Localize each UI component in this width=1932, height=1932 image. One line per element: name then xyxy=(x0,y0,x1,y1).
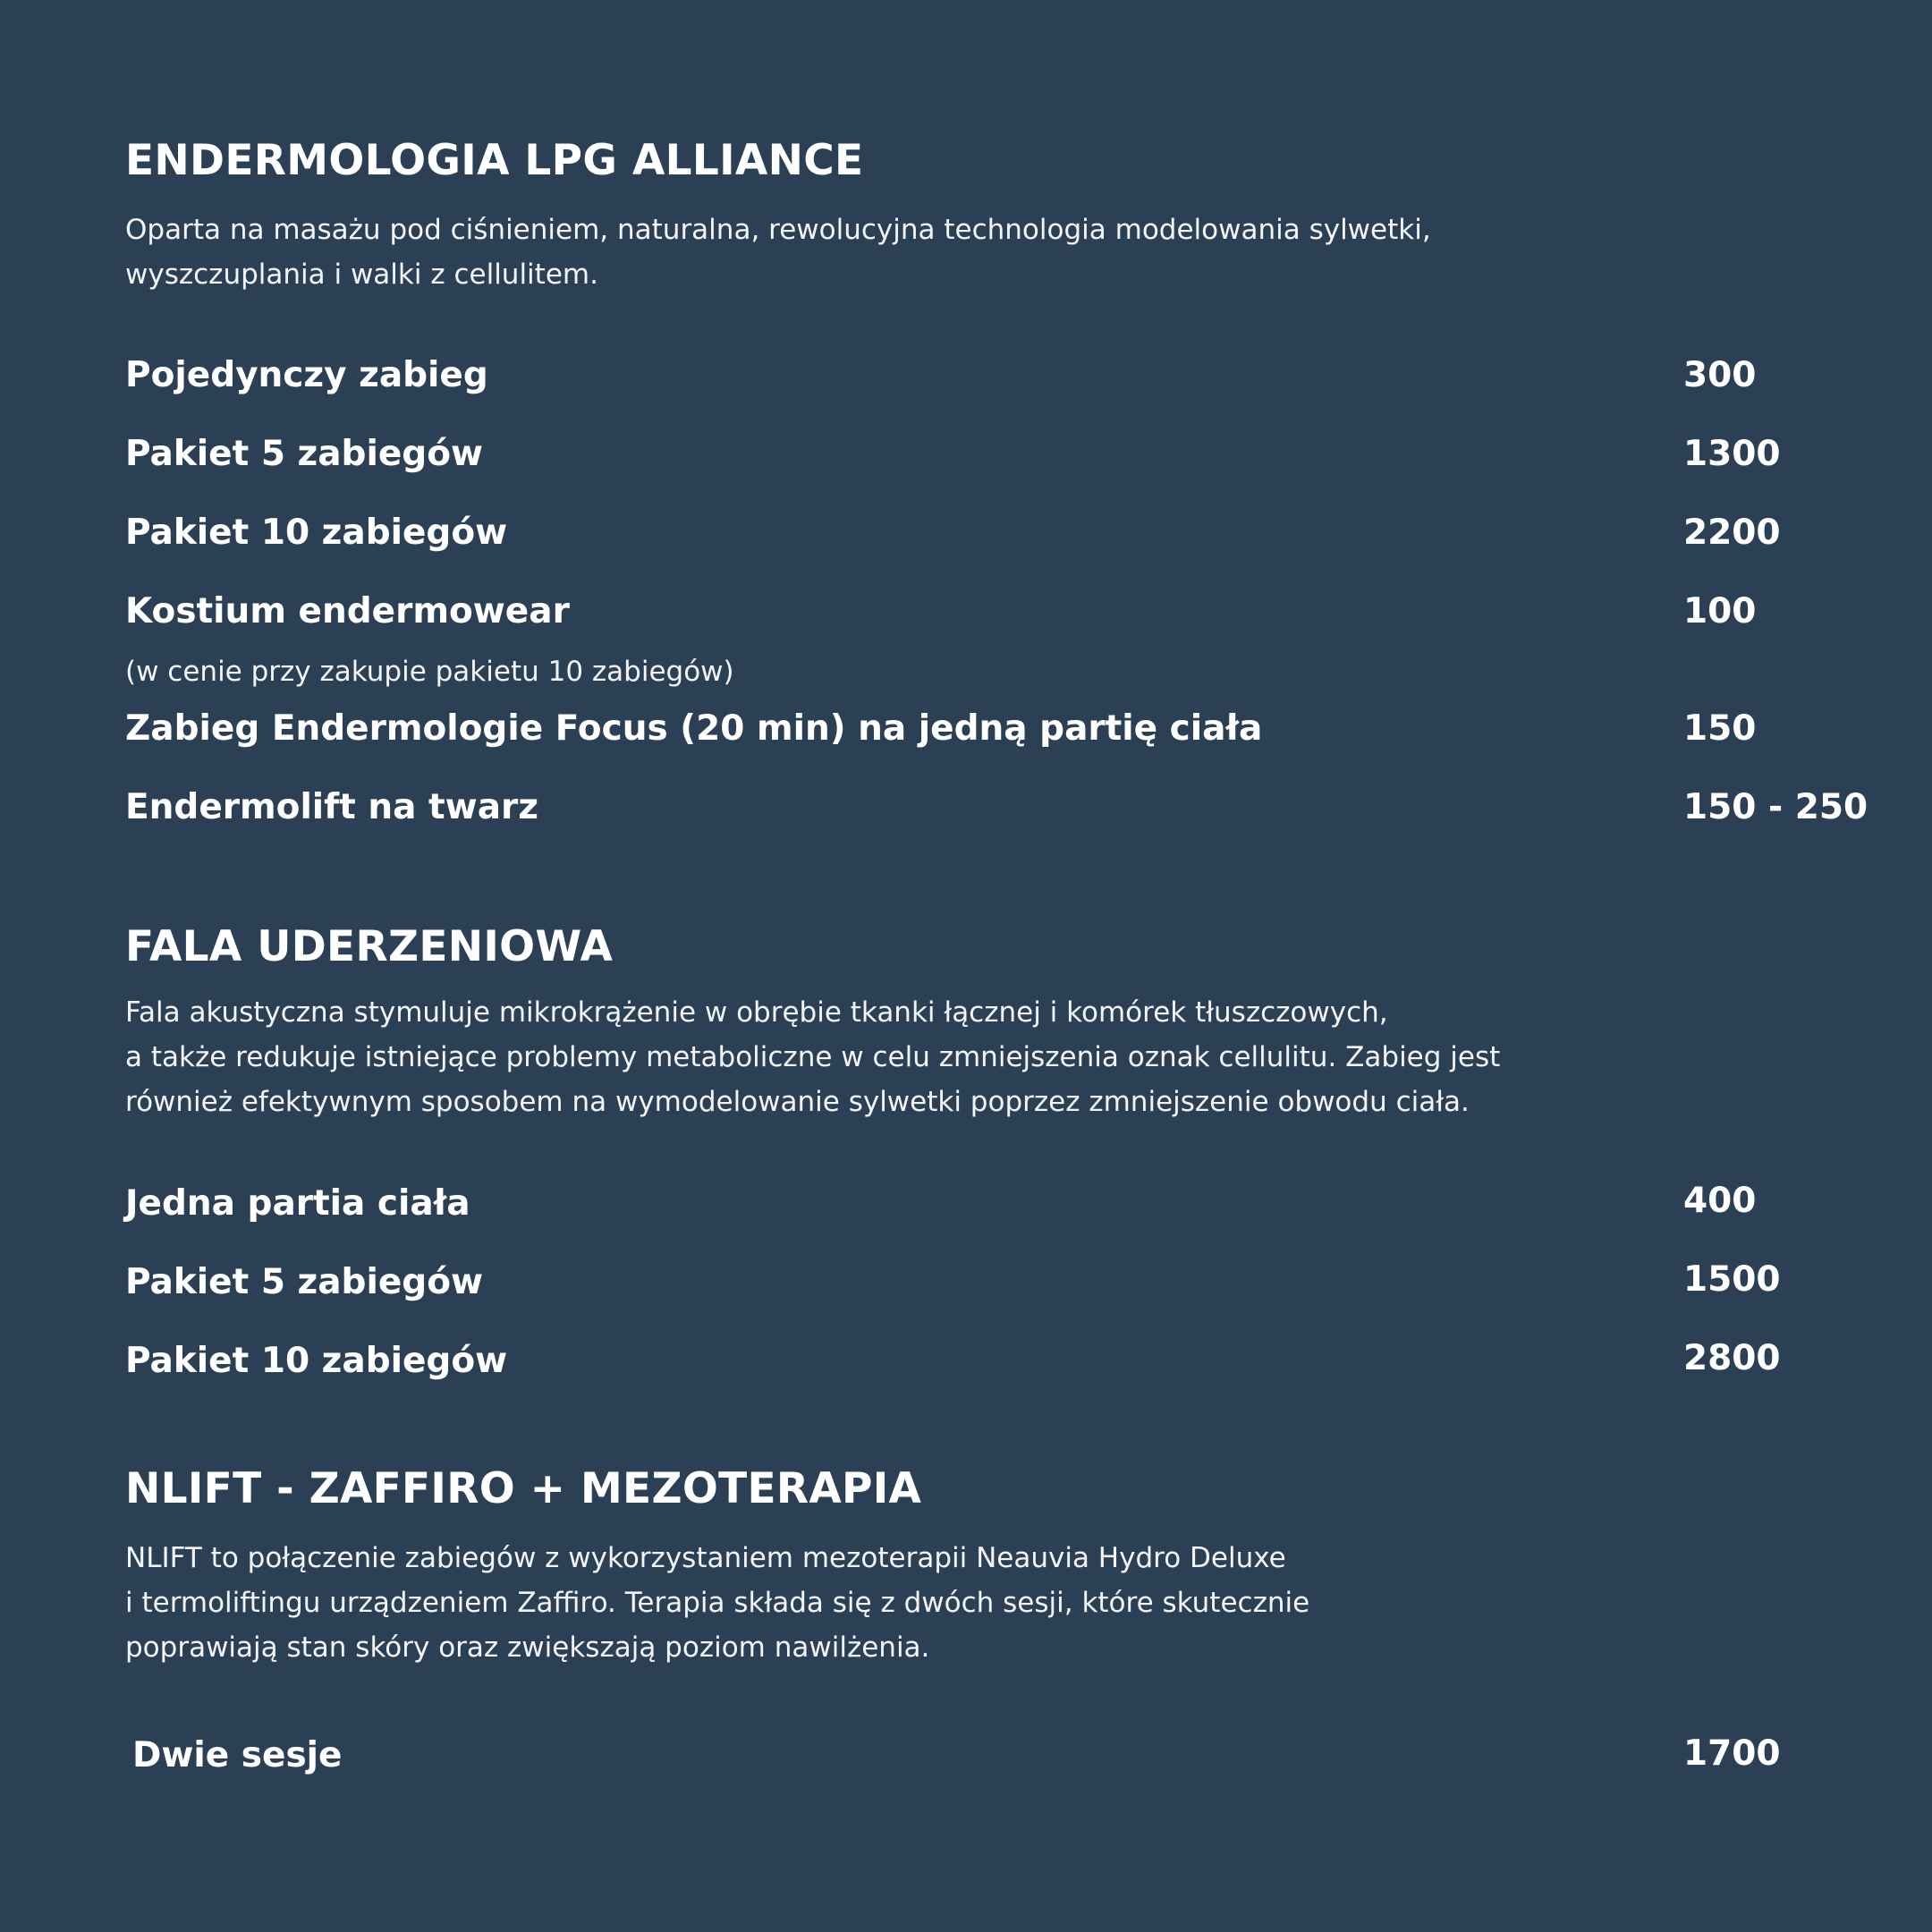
service-price: 1300 xyxy=(1683,434,1781,474)
service-price: 400 xyxy=(1683,1181,1757,1221)
service-price: 1700 xyxy=(1683,1733,1781,1774)
description-line: i termoliftingu urządzeniem Zaffiro. Terapia składa się z dwóch sesji, które skutecznie xyxy=(125,1587,1310,1619)
service-name: Pakiet 10 zabiegów xyxy=(125,1341,508,1381)
section-description-endermologia xyxy=(125,208,1664,297)
service-name: Pakiet 5 zabiegów xyxy=(125,1262,484,1302)
description-line: również efektywnym sposobem na wymodelowanie sylwetki poprzez zmniejszenie obwodu ciała. xyxy=(125,1086,1470,1118)
service-price: 2200 xyxy=(1683,513,1781,553)
section-description-fala xyxy=(125,990,1664,1124)
description-line: Oparta na masażu pod ciśnieniem, naturalna, rewolucyjna technologia modelowania sylwetki, xyxy=(125,214,1431,246)
service-name: Pakiet 5 zabiegów xyxy=(125,434,484,474)
section-title-endermologia: ENDERMOLOGIA LPG ALLIANCE xyxy=(125,136,864,185)
description-line: poprawiają stan skóry oraz zwiększają poziom nawilżenia. xyxy=(125,1631,930,1664)
service-price: 2800 xyxy=(1683,1338,1781,1378)
service-note: (w cenie przy zakupie pakietu 10 zabiegów) xyxy=(125,656,734,688)
service-name: Jedna partia ciała xyxy=(125,1183,470,1224)
service-price: 1500 xyxy=(1683,1259,1781,1300)
service-price: 100 xyxy=(1683,591,1757,631)
section-title-nlift: NLIFT - ZAFFIRO + MEZOTERAPIA xyxy=(125,1464,922,1513)
service-name: Kostium endermowear xyxy=(125,591,570,631)
service-price: 150 - 250 xyxy=(1683,787,1868,827)
description-line: wyszczuplania i walki z cellulitem. xyxy=(125,258,598,291)
description-line: Fala akustyczna stymuluje mikrokrążenie w obrębie tkanki łącznej i komórek tłuszczowych, xyxy=(125,996,1388,1029)
service-price: 300 xyxy=(1683,355,1757,395)
service-name: Dwie sesje xyxy=(132,1735,343,1775)
section-title-fala: FALA UDERZENIOWA xyxy=(125,922,614,971)
service-name: Pojedynczy zabieg xyxy=(125,355,488,395)
description-line: a także redukuje istniejące problemy metaboliczne w celu zmniejszenia oznak cellulitu. Zabieg jest xyxy=(125,1041,1501,1073)
section-description-nlift xyxy=(125,1536,1664,1670)
description-line: NLIFT to połączenie zabiegów z wykorzystaniem mezoterapii Neauvia Hydro Deluxe xyxy=(125,1542,1286,1574)
service-name: Endermolift na twarz xyxy=(125,787,538,827)
service-price: 150 xyxy=(1683,708,1757,749)
service-name: Zabieg Endermologie Focus (20 min) na jedną partię ciała xyxy=(125,708,1263,749)
service-name: Pakiet 10 zabiegów xyxy=(125,513,508,553)
